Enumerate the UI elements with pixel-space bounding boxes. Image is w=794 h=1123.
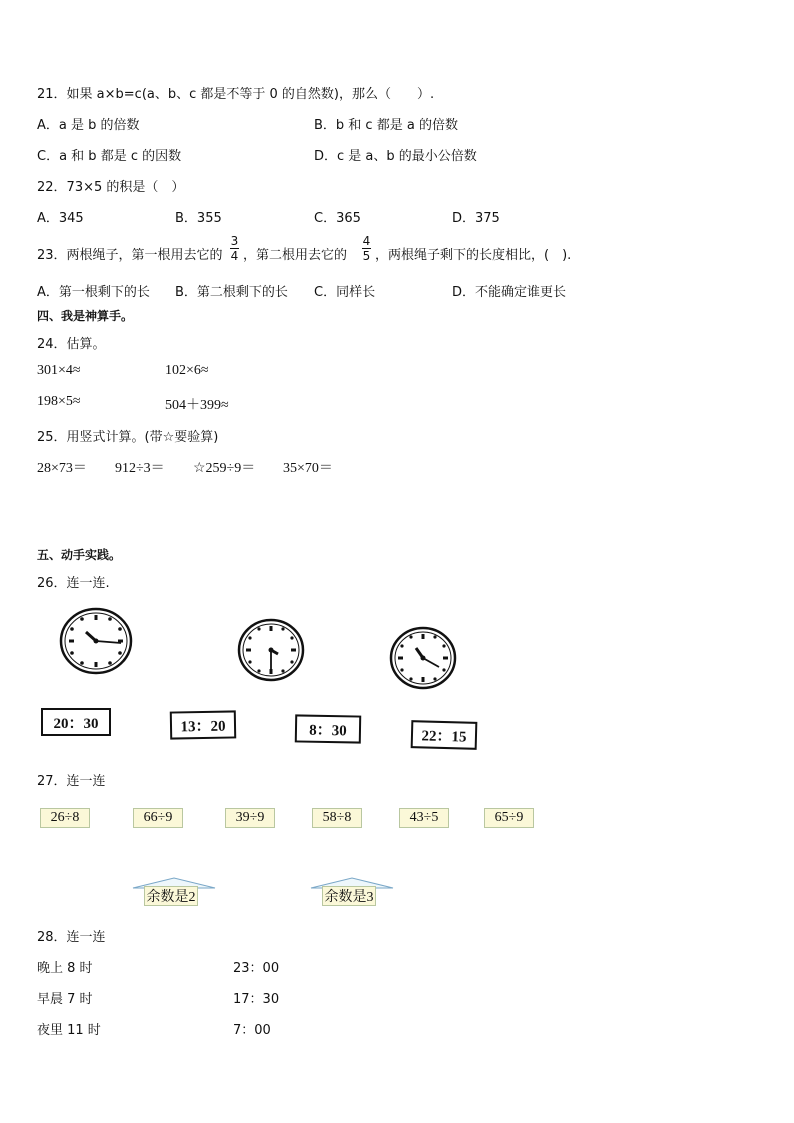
digital-time-box: 13：20 — [170, 710, 236, 739]
division-card: 39÷9 — [225, 808, 275, 828]
fraction-denominator: 4 — [230, 249, 239, 263]
division-card: 43÷5 — [399, 808, 449, 828]
q21-option-a: A．a 是 b 的倍数 — [37, 118, 140, 133]
q23-fraction-2 — [362, 235, 371, 262]
q22-option-d: D．375 — [452, 211, 500, 226]
q28-stem: 28．连一连 — [37, 930, 106, 945]
q23-stem-part1: 23．两根绳子，第一根用去它的 — [37, 248, 223, 263]
q24-item: 301×4≈ — [37, 363, 81, 378]
q25-item: ☆259÷9＝ — [193, 461, 256, 476]
q21-option-c: C．a 和 b 都是 c 的因数 — [37, 149, 182, 164]
digital-time-box: 20：30 — [41, 708, 111, 736]
q24-stem: 24．估算。 — [37, 337, 106, 352]
q28-left-item: 夜里 11 时 — [37, 1023, 101, 1038]
digital-time-box: 8：30 — [295, 714, 361, 743]
q28-left-item: 晚上 8 时 — [37, 961, 93, 976]
fraction-denominator: 5 — [362, 249, 371, 263]
q28-left-item: 早晨 7 时 — [37, 992, 93, 1007]
q22-stem: 22．73×5 的积是（ ） — [37, 180, 185, 195]
clock-icon — [388, 626, 458, 690]
section-5-heading: 五、动手实践。 — [37, 548, 122, 562]
q24-item: 102×6≈ — [165, 363, 209, 378]
clock-icon — [236, 618, 306, 682]
q28-right-item: 23：00 — [233, 961, 280, 976]
q25-item: 28×73＝ — [37, 461, 87, 476]
division-card: 66÷9 — [133, 808, 183, 828]
q24-item: 198×5≈ — [37, 394, 81, 409]
q23-option-d: D．不能确定谁更长 — [452, 285, 567, 300]
q22-option-b: B．355 — [175, 211, 222, 226]
q27-stem: 27．连一连 — [37, 774, 106, 789]
division-card: 58÷8 — [312, 808, 362, 828]
q22-option-a: A．345 — [37, 211, 84, 226]
q21-stem: 21．如果 a×b=c(a、b、c 都是不等于 0 的自然数)，那么（ ）. — [37, 87, 435, 102]
division-card: 65÷9 — [484, 808, 534, 828]
q21-option-b: B．b 和 c 都是 a 的倍数 — [314, 118, 458, 133]
q25-item: 912÷3＝ — [115, 461, 165, 476]
division-card: 26÷8 — [40, 808, 90, 828]
q28-right-item: 7：00 — [233, 1023, 271, 1038]
q23-stem-part2: ，第二根用去它的 — [243, 248, 348, 263]
digital-time-box: 22：15 — [411, 720, 478, 750]
q24-item: 504＋399≈ — [165, 398, 229, 413]
q25-stem: 25．用竖式计算。(带☆要验算) — [37, 430, 219, 445]
q25-item: 35×70＝ — [283, 461, 333, 476]
q23-option-b: B．第二根剩下的长 — [175, 285, 288, 300]
remainder-card: 余数是3 — [322, 886, 376, 906]
q22-option-c: C．365 — [314, 211, 361, 226]
fraction-numerator: 4 — [362, 234, 371, 248]
q23-fraction-1 — [230, 235, 239, 262]
q23-option-a: A．第一根剩下的长 — [37, 285, 150, 300]
q23-stem-part3: ，两根绳子剩下的长度相比，( ). — [375, 248, 572, 263]
q26-stem: 26．连一连. — [37, 576, 110, 591]
q23-option-c: C．同样长 — [314, 285, 376, 300]
q21-option-d: D．c 是 a、b 的最小公倍数 — [314, 149, 477, 164]
q28-right-item: 17：30 — [233, 992, 280, 1007]
section-4-heading: 四、我是神算手。 — [37, 309, 134, 323]
remainder-card: 余数是2 — [144, 886, 198, 906]
fraction-numerator: 3 — [230, 234, 239, 248]
clock-icon — [58, 607, 134, 675]
